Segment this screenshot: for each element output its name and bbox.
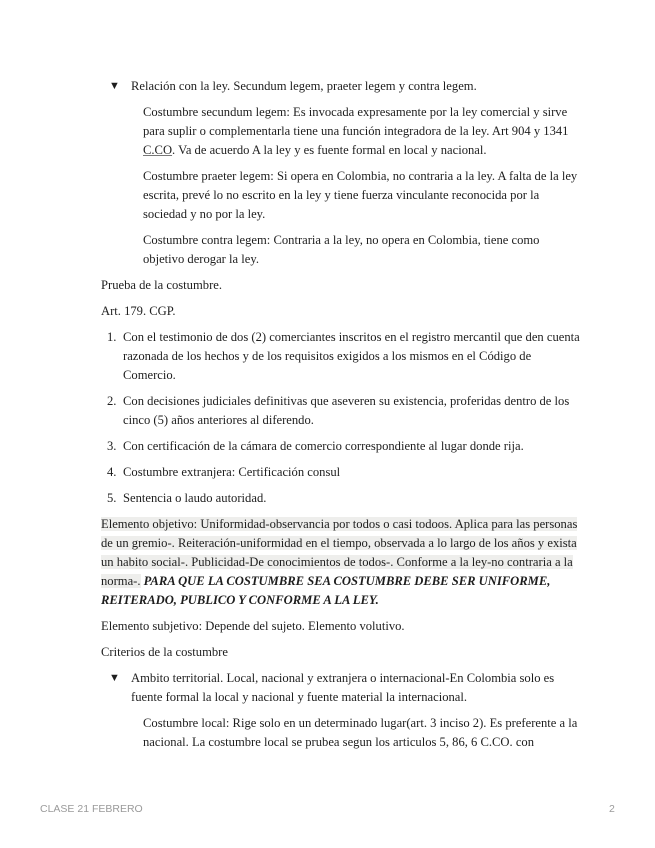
footer-title: CLASE 21 FEBRERO	[40, 803, 143, 815]
page-number: 2	[609, 803, 615, 815]
paragraph-costumbre-local: Costumbre local: Rige solo en un determinado lugar(art. 3 inciso 2). Es preferente a la nacional. La costumbre local se prubea segun los articulos 5, 86, 6 C.CO. con	[143, 716, 578, 749]
list-item: 4. Costumbre extranjera: Certificación consul	[107, 465, 341, 479]
toggle-relacion-content	[131, 103, 581, 269]
list-item: 5. Sentencia o laudo autoridad.	[107, 491, 267, 505]
paragraph-art: Art. 179. CGP.	[101, 304, 176, 318]
heading-prueba: Prueba de la costumbre.	[101, 278, 222, 292]
paragraph-elemento-objetivo	[101, 515, 581, 610]
toggle-ambito[interactable]	[109, 669, 581, 752]
paragraph-praeter: Costumbre praeter legem: Si opera en Colombia, no contraria a la ley. A falta de la ley escrita, prevé lo no escrito en la ley y tiene fuerza vinculante reconocida por la sociedad y no por la ley.	[143, 169, 578, 221]
paragraph-secundum: Costumbre secundum legem: Es invocada expresamente por la ley comercial y sirve para suplir o complementarla tiene una función integradora de la ley. Art 904 y 1341 C.CO. Va de acuerdo A la ley y es fuente formal en local y nacional.	[143, 105, 569, 157]
highlighted-text: Elemento objetivo: Uniformidad-observancia por todos o casi todoos. Aplica para las personas de un gremio-. Reiteración-uniformidad en el tiempo, observada a lo largo de los años y exista un habito social-. Publicidad-De conocimientos de todos-. Conforme a la ley-no contraria a la norma-.	[101, 517, 578, 588]
toggle-ambito-title: Ambito territorial. Local, nacional y extranjera o internacional-En Colombia solo es fuente formal la local y nacional y fuente material la internacional.	[131, 671, 555, 704]
paragraph-elemento-subjetivo: Elemento subjetivo: Depende del sujeto. Elemento volutivo.	[101, 619, 405, 633]
toggle-triangle-icon[interactable]: ▼	[109, 80, 120, 92]
document-body	[101, 77, 581, 759]
list-item: 1. Con el testimonio de dos (2) comerciantes inscritos en el registro mercantil que den cuenta razonada de los hechos y de los requisitos exigidos a los mismos en el Código de Comercio.	[107, 330, 580, 382]
paragraph-contra: Costumbre contra legem: Contraria a la ley, no opera en Colombia, tiene como objetivo derogar la ley.	[143, 233, 540, 266]
link-cco[interactable]: C.CO	[143, 143, 173, 157]
toggle-triangle-icon[interactable]: ▼	[109, 672, 120, 684]
list-item: 2. Con decisiones judiciales definitivas que aseveren su existencia, proferidas dentro de los cinco (5) años anteriores al diferendo.	[107, 394, 570, 427]
list-item: 3. Con certificación de la cámara de comercio correspondiente al lugar donde rija.	[107, 439, 524, 453]
toggle-relacion[interactable]	[109, 77, 581, 269]
heading-criterios: Criterios de la costumbre	[101, 645, 228, 659]
toggle-ambito-content	[131, 714, 581, 752]
prueba-list	[101, 328, 581, 508]
toggle-relacion-title: Relación con la ley. Secundum legem, praeter legem y contra legem.	[131, 79, 477, 93]
emphasis-text: PARA QUE LA COSTUMBRE SEA COSTUMBRE DEBE SER UNIFORME, REITERADO, PUBLICO Y CONFORME A LA LEY.	[101, 574, 551, 607]
